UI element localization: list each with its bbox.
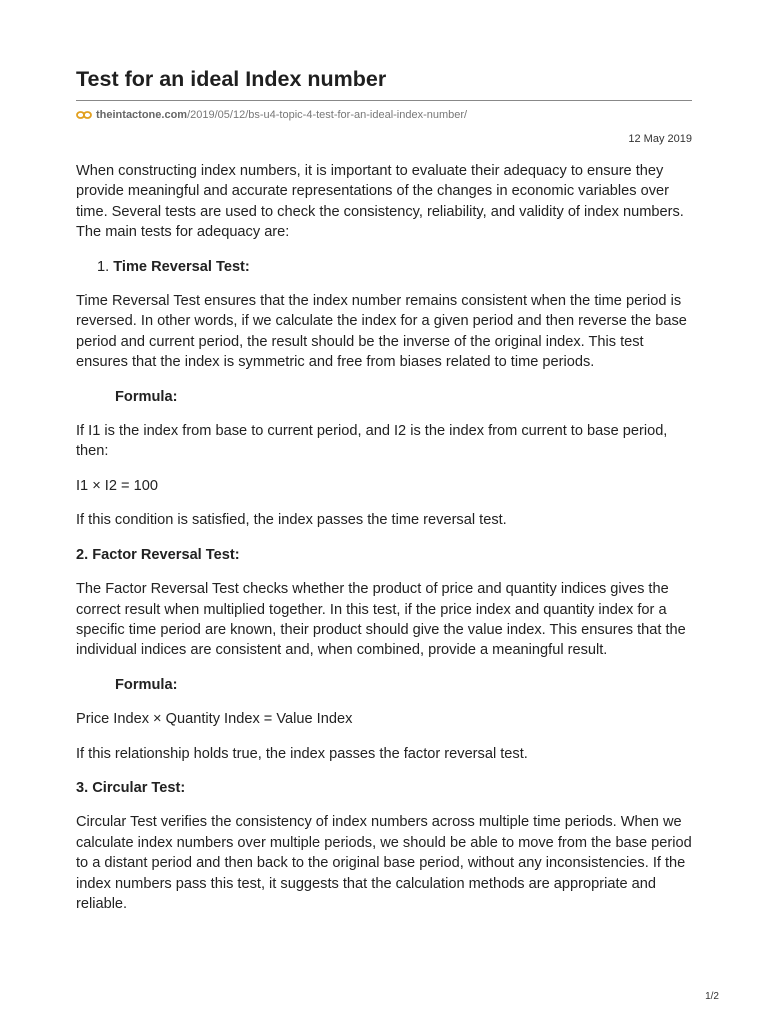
source-url[interactable] — [96, 109, 467, 121]
list-number: 1. — [97, 258, 110, 275]
document-page — [76, 62, 692, 928]
infinity-link-icon — [76, 110, 92, 120]
page-number: 1/2 — [705, 991, 719, 1002]
time-reversal-formula: I1 × I2 = 100 — [76, 477, 158, 494]
factor-reversal-formula: Price Index × Quantity Index = Value Index — [76, 711, 353, 728]
source-path: /2019/05/12/bs-u4-topic-4-test-for-an-ideal-index-number/ — [187, 109, 468, 121]
factor-reversal-conclusion: If this relationship holds true, the index passes the factor reversal test. — [76, 745, 528, 762]
factor-reversal-formula-label: Formula: — [115, 676, 178, 693]
list-item-time-reversal — [97, 257, 692, 277]
source-line — [76, 106, 692, 124]
time-reversal-conclusion: If this condition is satisfied, the index passes the time reversal test. — [76, 512, 507, 529]
time-reversal-formula-intro: If I1 is the index from base to current period, and I2 is the index from current to base period, then: — [76, 423, 668, 460]
article-body — [76, 161, 692, 914]
page-title: Test for an ideal Index number — [76, 62, 692, 101]
factor-reversal-description: The Factor Reversal Test checks whether the product of price and quantity indices gives the correct result when multiplied together. In this test, if the price index and quantity index for a specific time period are known, their product should give the value index. This ensures that the individual indices are consistent and, when combined, provide a meaningful result. — [76, 581, 686, 659]
circular-test-heading: 3. Circular Test: — [76, 779, 186, 796]
source-domain: theintactone.com — [96, 109, 188, 121]
time-reversal-description: Time Reversal Test ensures that the index number remains consistent when the time period is reversed. In other words, if we calculate the index for a given period and then reverse the base period and current period, the result should be the inverse of the original index. This test ensures that the index is symmetric and free from biases related to time periods. — [76, 293, 687, 371]
intro-paragraph: When constructing index numbers, it is important to evaluate their adequacy to ensure they provide meaningful and accurate representations of the changes in economic variables over time. Several tests are used to check the consistency, reliability, and validity of index numbers. The main tests for adequacy are: — [76, 163, 684, 241]
time-reversal-heading: Time Reversal Test: — [113, 258, 250, 275]
time-reversal-formula-label: Formula: — [115, 388, 178, 405]
factor-reversal-heading: 2. Factor Reversal Test: — [76, 546, 240, 563]
circular-test-description: Circular Test verifies the consistency of index numbers across multiple time periods. When we calculate index numbers over multiple periods, we should be able to move from the base period to a distant period and then back to the original base period, without any inconsistencies. If the index numbers pass this test, it suggests that the calculation methods are appropriate and reliable. — [76, 814, 692, 912]
publish-date: 12 May 2019 — [628, 133, 692, 145]
